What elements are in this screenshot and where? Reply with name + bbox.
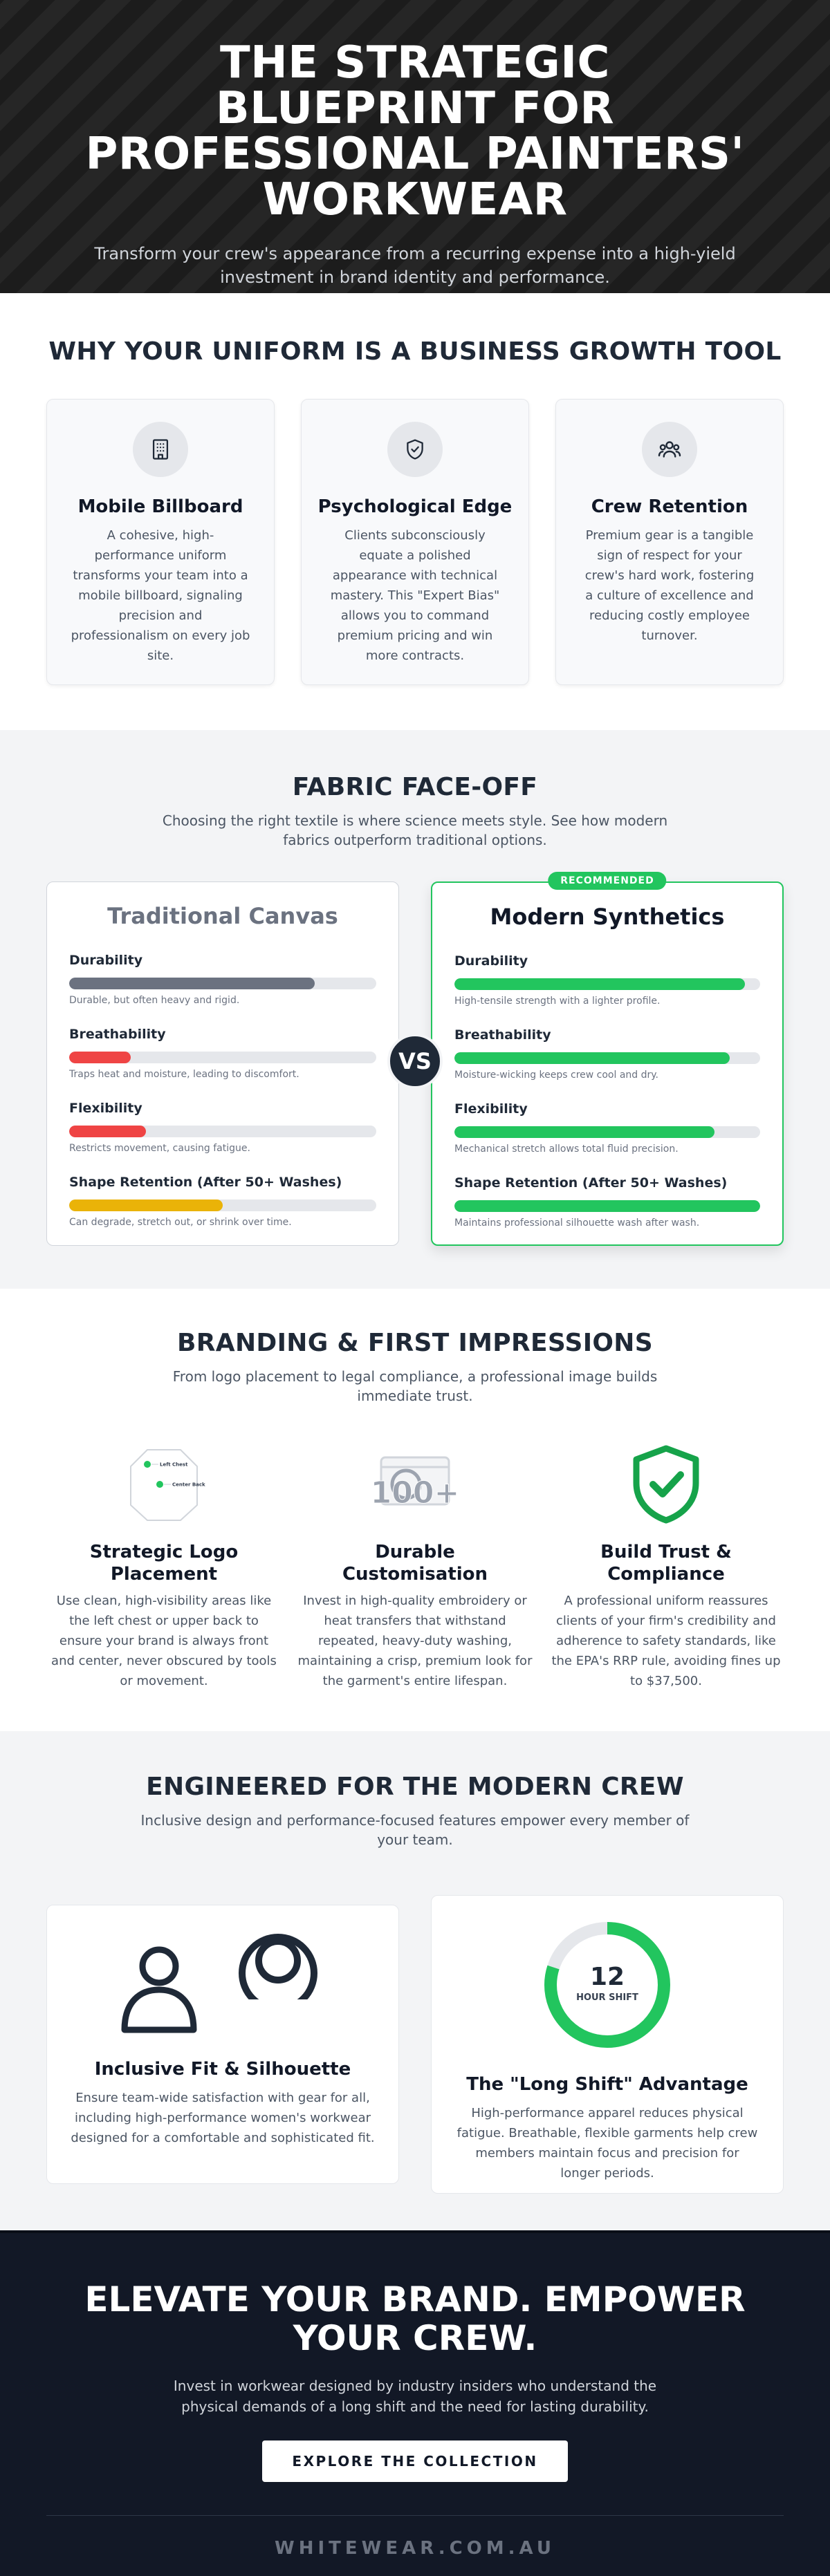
inclusive-fit-card <box>46 1905 399 2184</box>
footer-divider <box>46 2515 784 2516</box>
inclusive-fit-text: Ensure team-wide satisfaction with gear for all, including high-performance women's workwear designed for a comfortable and sophisticated fit. <box>71 2091 375 2145</box>
explore-collection-button[interactable]: EXPLORE THE COLLECTION <box>262 2440 568 2482</box>
metric-bar-fill <box>69 1200 223 1211</box>
metric-bar-track <box>69 1200 376 1211</box>
why-card-crew-retention <box>555 399 784 685</box>
metric-bar-fill <box>454 1126 714 1138</box>
fabric-card-title: Modern Synthetics <box>490 904 725 930</box>
branding-subtitle: From logo placement to legal compliance, a professional image builds immediate trust. <box>172 1368 658 1404</box>
metric-label: Shape Retention (After 50+ Washes) <box>69 1175 342 1190</box>
why-title: WHY YOUR UNIFORM IS A BUSINESS GROWTH TOOL <box>48 337 782 366</box>
metric-label: Shape Retention (After 50+ Washes) <box>454 1175 728 1191</box>
fabric-card-title: Traditional Canvas <box>107 903 338 929</box>
traditional-canvas-card <box>46 881 399 1246</box>
fabric-metric <box>69 1175 376 1228</box>
why-card-title: Psychological Edge <box>317 496 513 517</box>
metric-bar-track <box>69 1052 376 1063</box>
metric-note: High-tensile strength with a lighter profile. <box>454 996 661 1007</box>
metric-label: Breathability <box>69 1027 166 1042</box>
metric-note: Can degrade, stretch out, or shrink over time. <box>69 1217 292 1228</box>
recommended-badge: RECOMMENDED <box>548 872 666 890</box>
branding-columns <box>46 1444 784 1691</box>
metric-bar-track <box>454 1126 760 1138</box>
metric-bar-track <box>69 1126 376 1137</box>
why-card-psychological-edge <box>301 399 529 685</box>
cta-text: Invest in workwear designed by industry insiders who understand the physical demands of a long shift and the need for lasting durability. <box>173 2378 657 2415</box>
why-card-text: Clients subconsciously equate a polished appearance with technical mastery. This "Expert Bias" allows you to command premium pricing and win more contracts. <box>330 528 500 663</box>
branding-col-title: Strategic Logo Placement <box>89 1542 239 1585</box>
fabric-metric <box>69 1027 376 1080</box>
fabric-metric <box>454 1175 760 1229</box>
metric-bar-fill <box>454 1052 730 1064</box>
inclusive-fit-title: Inclusive Fit & Silhouette <box>94 2059 351 2080</box>
metric-label: Durability <box>69 953 143 968</box>
why-card-title: Mobile Billboard <box>77 496 243 517</box>
left-chest-label: Left Chest <box>160 1462 188 1468</box>
metric-label: Flexibility <box>454 1101 528 1117</box>
fabric-metric <box>454 953 760 1007</box>
branding-col-text: A professional uniform reassures clients of your firm's credibility and adherence to safety standards, like the EPA's RRP rule, avoiding fines up to $37,500. <box>551 1594 781 1688</box>
metric-bar-track <box>454 1052 760 1064</box>
fabric-metric <box>69 953 376 1006</box>
metric-note: Restricts movement, causing fatigue. <box>69 1143 250 1154</box>
metric-note: Mechanical stretch allows total fluid precision. <box>454 1144 679 1155</box>
metric-bar-track <box>69 978 376 989</box>
modern-synthetics-card <box>431 875 784 1246</box>
branding-col-logo-placement <box>46 1444 282 1691</box>
metric-note: Traps heat and moisture, leading to discomfort. <box>69 1069 299 1080</box>
why-card-text: Premium gear is a tangible sign of respect for your crew's hard work, fostering a culture of excellence and reducing costly employee turnover. <box>584 528 755 643</box>
metric-label: Flexibility <box>69 1101 142 1116</box>
why-section <box>0 293 830 730</box>
fabric-metric <box>454 1101 760 1155</box>
fabric-metric <box>454 1027 760 1081</box>
engineered-subtitle: Inclusive design and performance-focused features empower every member of your team. <box>140 1812 690 1848</box>
metric-bar-fill <box>454 1200 760 1212</box>
branding-col-durable-customisation <box>297 1444 533 1691</box>
fabric-comparison <box>46 875 784 1248</box>
gauge-value: 12 <box>589 1963 625 1991</box>
why-card-text: A cohesive, high-performance uniform transforms your team into a mobile billboard, signaling precision and professionalism on every job site. <box>71 528 250 663</box>
site-url[interactable]: WHITEWEAR.COM.AU <box>275 2538 555 2559</box>
fabric-metric <box>69 1101 376 1154</box>
gauge-unit: HOUR SHIFT <box>576 1992 638 2003</box>
branding-col-trust-compliance <box>548 1444 784 1691</box>
engineered-section <box>0 1731 830 2230</box>
metric-label: Durability <box>454 953 528 969</box>
why-cards <box>46 399 784 685</box>
people-icon <box>47 1905 398 2037</box>
building-icon <box>133 422 188 477</box>
cta-footer <box>0 2230 830 2576</box>
long-shift-card <box>431 1895 784 2194</box>
fabric-subtitle: Choosing the right textile is where science meets style. See how modern fabrics outperform traditional options. <box>162 812 668 848</box>
hero-subtitle: Transform your crew's appearance from a recurring expense into a high-yield investment in brand identity and performance. <box>94 244 736 287</box>
fabric-title: FABRIC FACE-OFF <box>292 773 538 801</box>
metric-note: Moisture-wicking keeps crew cool and dry. <box>454 1070 659 1081</box>
long-shift-title: The "Long Shift" Advantage <box>466 2074 748 2095</box>
metric-label: Breathability <box>454 1027 551 1043</box>
team-icon <box>642 422 697 477</box>
hero-banner <box>0 0 830 293</box>
metric-bar-fill <box>69 1126 146 1137</box>
branding-col-text: Invest in high-quality embroidery or heat transfers that withstand repeated, heavy-duty washing, maintaining a crisp, premium look for the garment's entire lifespan. <box>297 1594 533 1688</box>
washing-machine-icon <box>297 1444 533 1524</box>
why-card-title: Crew Retention <box>591 496 748 517</box>
metric-note: Maintains professional silhouette wash after wash. <box>454 1217 700 1229</box>
shield-check-icon <box>548 1444 784 1524</box>
engineered-cards <box>46 1895 784 2192</box>
branding-col-title: Durable Customisation <box>342 1542 488 1585</box>
center-back-label: Center Back <box>172 1482 205 1488</box>
branding-col-text: Use clean, high-visibility areas like the left chest or upper back to ensure your brand is always front and center, never obscured by tools or movement. <box>51 1594 277 1688</box>
hero-title: THE STRATEGIC BLUEPRINT FOR PROFESSIONAL PAINTERS' WORKWEAR <box>85 37 745 225</box>
long-shift-text: High-performance apparel reduces physical fatigue. Breathable, flexible garments help crew members maintain focus and precision for longer periods. <box>456 2106 758 2181</box>
metric-bar-track <box>454 978 760 990</box>
shirt-placement-graphic <box>46 1444 282 1524</box>
why-card-mobile-billboard <box>46 399 275 685</box>
metric-bar-fill <box>69 1052 131 1063</box>
engineered-title: ENGINEERED FOR THE MODERN CREW <box>146 1773 684 1801</box>
branding-section <box>0 1289 830 1731</box>
branding-title: BRANDING & FIRST IMPRESSIONS <box>177 1329 653 1357</box>
wash-count-label: 100+ <box>370 1475 460 1511</box>
metric-bar-track <box>454 1200 760 1212</box>
metric-bar-fill <box>69 978 315 989</box>
cta-title: ELEVATE YOUR BRAND. EMPOWER YOUR CREW. <box>84 2279 746 2358</box>
branding-col-title: Build Trust & Compliance <box>600 1542 732 1585</box>
vs-badge: VS <box>387 1034 443 1089</box>
shift-gauge <box>542 1919 673 2051</box>
metric-note: Durable, but often heavy and rigid. <box>69 995 240 1006</box>
metric-bar-fill <box>454 978 745 990</box>
shield-check-icon <box>387 422 443 477</box>
fabric-section <box>0 730 830 1289</box>
